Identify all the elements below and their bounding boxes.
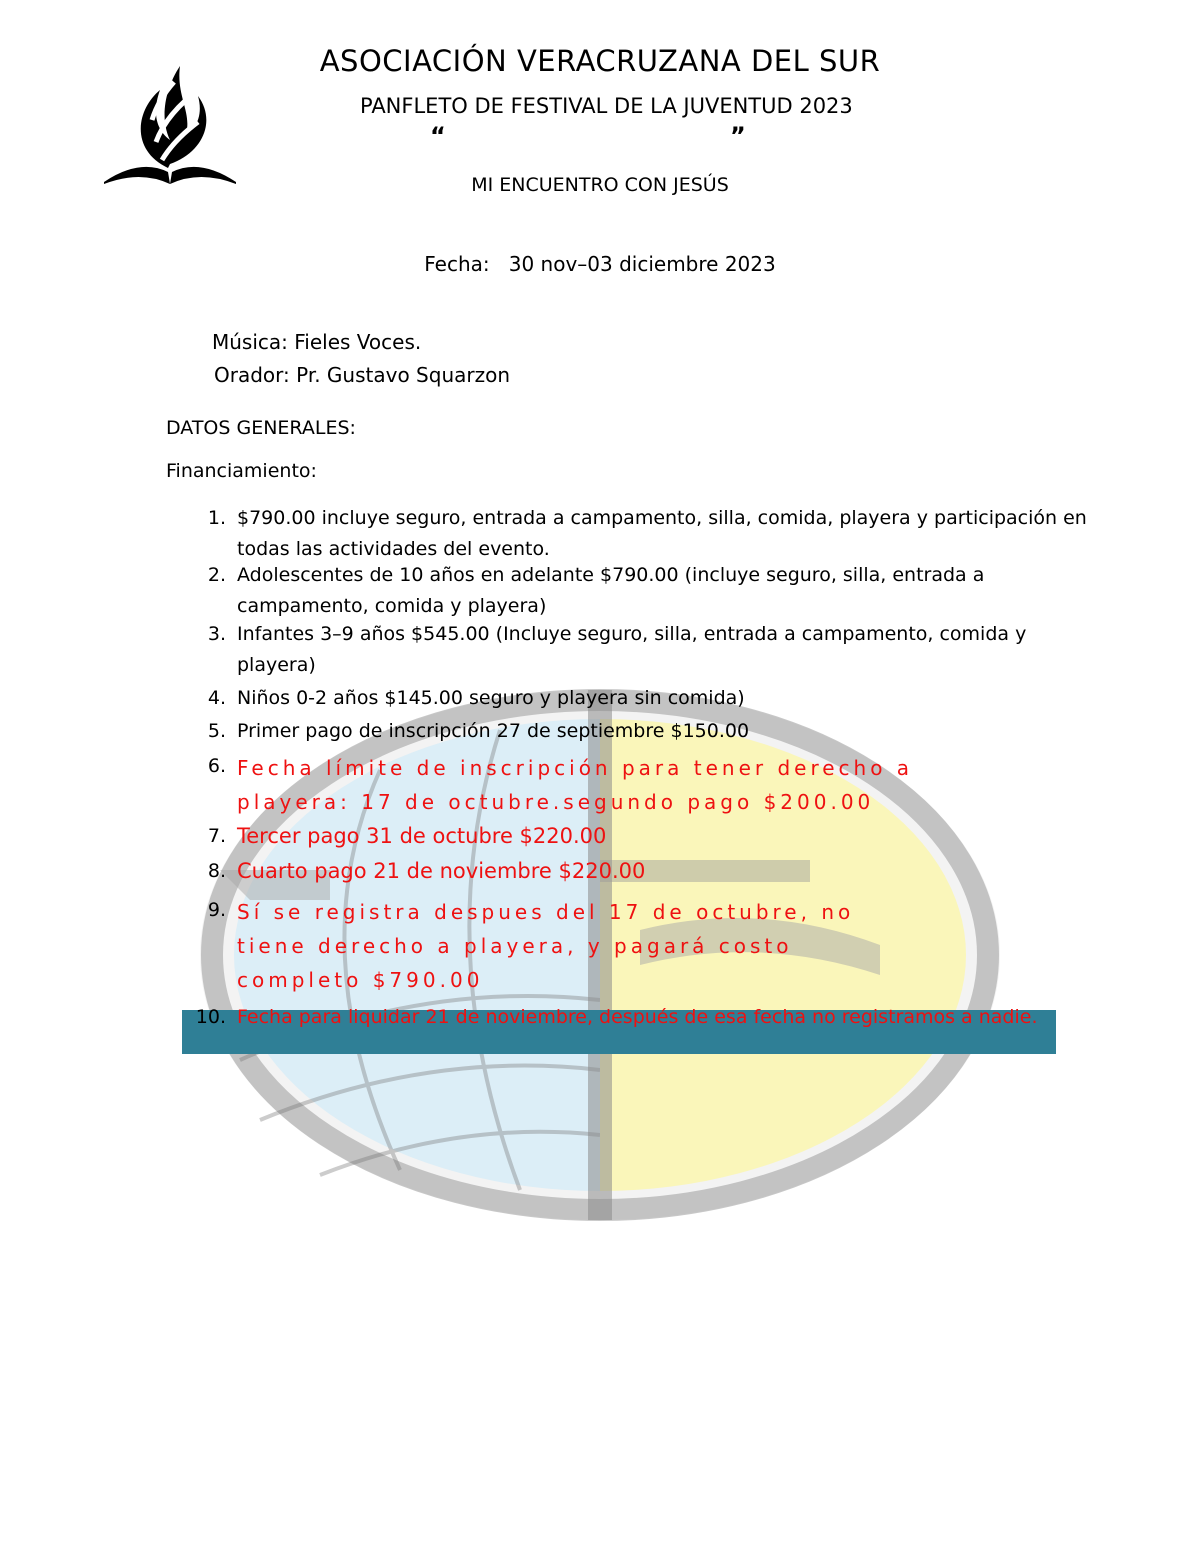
list-item-text: Cuarto pago 21 de noviembre $220.00 [237,859,646,883]
section-financing-heading: Financiamiento: [166,460,317,482]
open-quote: “ [430,122,446,150]
list-item-text: Tercer pago 31 de octubre $220.00 [237,824,607,848]
list-item-text: Niños 0-2 años $145.00 seguro y playera sin comida) [237,687,745,709]
list-item-text: $790.00 incluye seguro, entrada a campamento, silla, comida, playera y participación en todas las actividades del evento. [237,507,1087,560]
list-item-number: 6. [207,755,226,777]
list-item-number: 7. [207,825,226,847]
adventist-flame-book-icon [100,60,240,190]
list-item-text: Fecha para liquidar 21 de noviembre, después de esa fecha no registramos a nadie. [237,1006,1038,1028]
list-item-text: Adolescentes de 10 años en adelante $790.00 (incluye seguro, silla, entrada a campamento, comida y playera) [237,564,985,617]
section-general-heading: DATOS GENERALES: [166,417,356,439]
list-item-number: 2. [207,564,226,586]
list-item-number: 8. [207,860,226,882]
page-title: ASOCIACIÓN VERACRUZANA DEL SUR [319,44,881,78]
list-item-text: Fecha límite de inscripción para tener derecho a playera: 17 de octubre.segundo pago $200.00 [237,756,914,814]
list-item-text: Infantes 3–9 años $545.00 (Incluye seguro, silla, entrada a campamento, comida y playera) [237,623,1027,676]
list-item-number: 10. [195,1006,226,1028]
close-quote: ” [730,122,746,150]
list-item-number: 4. [207,687,226,709]
page-subtitle: PANFLETO DE FESTIVAL DE LA JUVENTUD 2023 [360,94,853,118]
list-item-number: 3. [207,623,226,645]
list-item-number: 5. [207,720,226,742]
quote-marks [430,122,790,150]
music-info: Música: Fieles Voces. [212,330,422,354]
list-item-number: 1. [207,507,226,529]
list-item-number: 9. [207,899,226,921]
event-theme: MI ENCUENTRO CON JESÚS [471,174,729,196]
list-item-text: Primer pago de inscripción 27 de septiembre $150.00 [237,720,750,742]
speaker-info: Orador: Pr. Gustavo Squarzon [214,363,511,387]
event-date: Fecha: 30 nov–03 diciembre 2023 [424,252,776,276]
list-item-text: Sí se registra despues del 17 de octubre, no tiene derecho a playera, y pagará costo completo $790.00 [237,900,855,992]
